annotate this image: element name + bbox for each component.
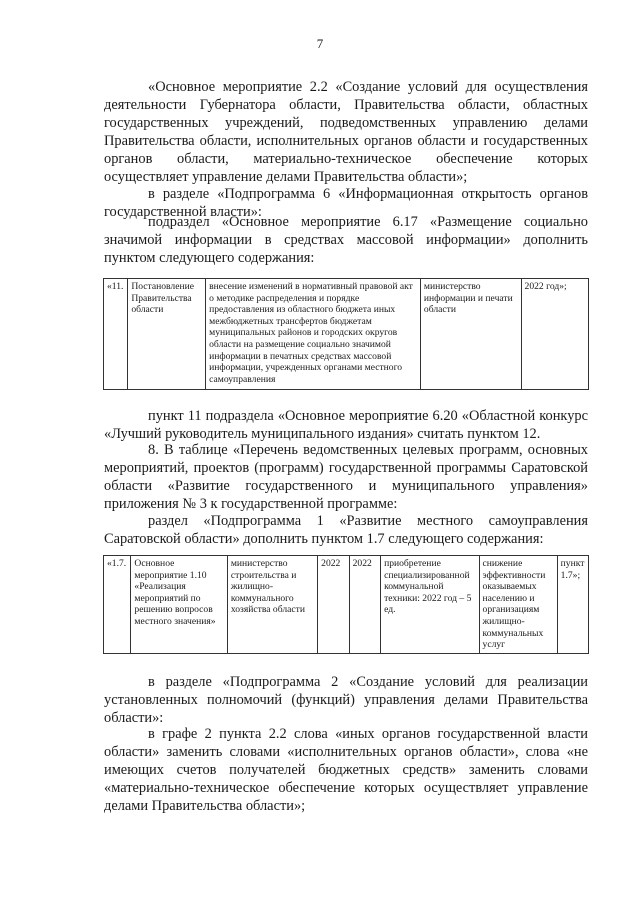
table-row [104, 556, 589, 654]
page-number: 7 [316, 36, 324, 51]
cell-link: пункт 1.7»; [557, 556, 588, 654]
cell-executor: министерство информации и печати области [420, 279, 521, 390]
paragraph-subprogram-2: в разделе «Подпрограмма 2 «Создание условий для реализации установленных полномочий (функций) управления делами Правительства области»: [104, 674, 588, 726]
insert-table-item-1-7 [103, 555, 589, 654]
cell-start-year: 2022 [318, 556, 349, 654]
insert-table-item-11 [103, 278, 589, 390]
paragraph-section-8: 8. В таблице «Перечень ведомственных целевых программ, основных мероприятий, проектов (программ) государственной программы Саратовской области «Развитие государственного и муниципального управления» приложения № 3 к государственной программе: [104, 442, 588, 512]
cell-deadline: 2022 год»; [521, 279, 588, 390]
cell-result: приобретение специализированной коммунальной техники: 2022 год – 5 ед. [381, 556, 479, 654]
paragraph-main-event-2-2: «Основное мероприятие 2.2 «Создание условий для осуществления деятельности Губернатора области, Правительства области, областных государственных учреждений, подведомственных управлению делами Правительства области, исполнительных органов области и государственных органов области, материально-техническое обеспечение которых осуществляет управление делами Правительства области»; [104, 79, 588, 185]
cell-end-year: 2022 [349, 556, 380, 654]
cell-name: Основное мероприятие 1.10 «Реализация мероприятий по решению вопросов местного значения» [131, 556, 227, 654]
cell-number: «11. [104, 279, 128, 390]
cell-name: Постановление Правительства области [128, 279, 206, 390]
paragraph-item-2-2-replacement: в графе 2 пункта 2.2 слова «иных органов государственной власти области» заменить словами «исполнительных органов области», слова «не имеющих счетов получателей бюджетных средств» заменить словами «материально-техническое обеспечение которых осуществляет управление делами Правительства области»; [104, 726, 588, 814]
cell-executor: министерство строительства и жилищно-коммунального хозяйства области [227, 556, 317, 654]
cell-content: внесение изменений в нормативный правовой акт о методике распределения и порядке предоставления из областного бюджета иных межбюджетных трансфертов бюджетам муниципальных районов и городских округов области на размещение социально значимой информации в печатных средствах массовой информации, учрежденных органами местного самоуправления [206, 279, 421, 390]
cell-number: «1.7. [104, 556, 131, 654]
cell-consequence: снижение эффективности оказываемых населению и организациям жилищно-коммунальных услуг [479, 556, 557, 654]
paragraph-subprogram-1: раздел «Подпрограмма 1 «Развитие местного самоуправления Саратовской области» дополнить пунктом 1.7 следующего содержания: [104, 513, 588, 547]
paragraph-item-11-renumber: пункт 11 подраздела «Основное мероприятие 6.20 «Областной конкурс «Лучший руководитель муниципального издания» считать пунктом 12. [104, 408, 588, 442]
paragraph-subprogram-6: в разделе «Подпрограмма 6 «Информационная открытость органов государственной власти»: [104, 186, 588, 220]
paragraph-main-event-6-17: подраздел «Основное мероприятие 6.17 «Размещение социально значимой информации в средствах массовой информации» дополнить пунктом следующего содержания: [104, 214, 588, 266]
table-row [104, 279, 589, 390]
